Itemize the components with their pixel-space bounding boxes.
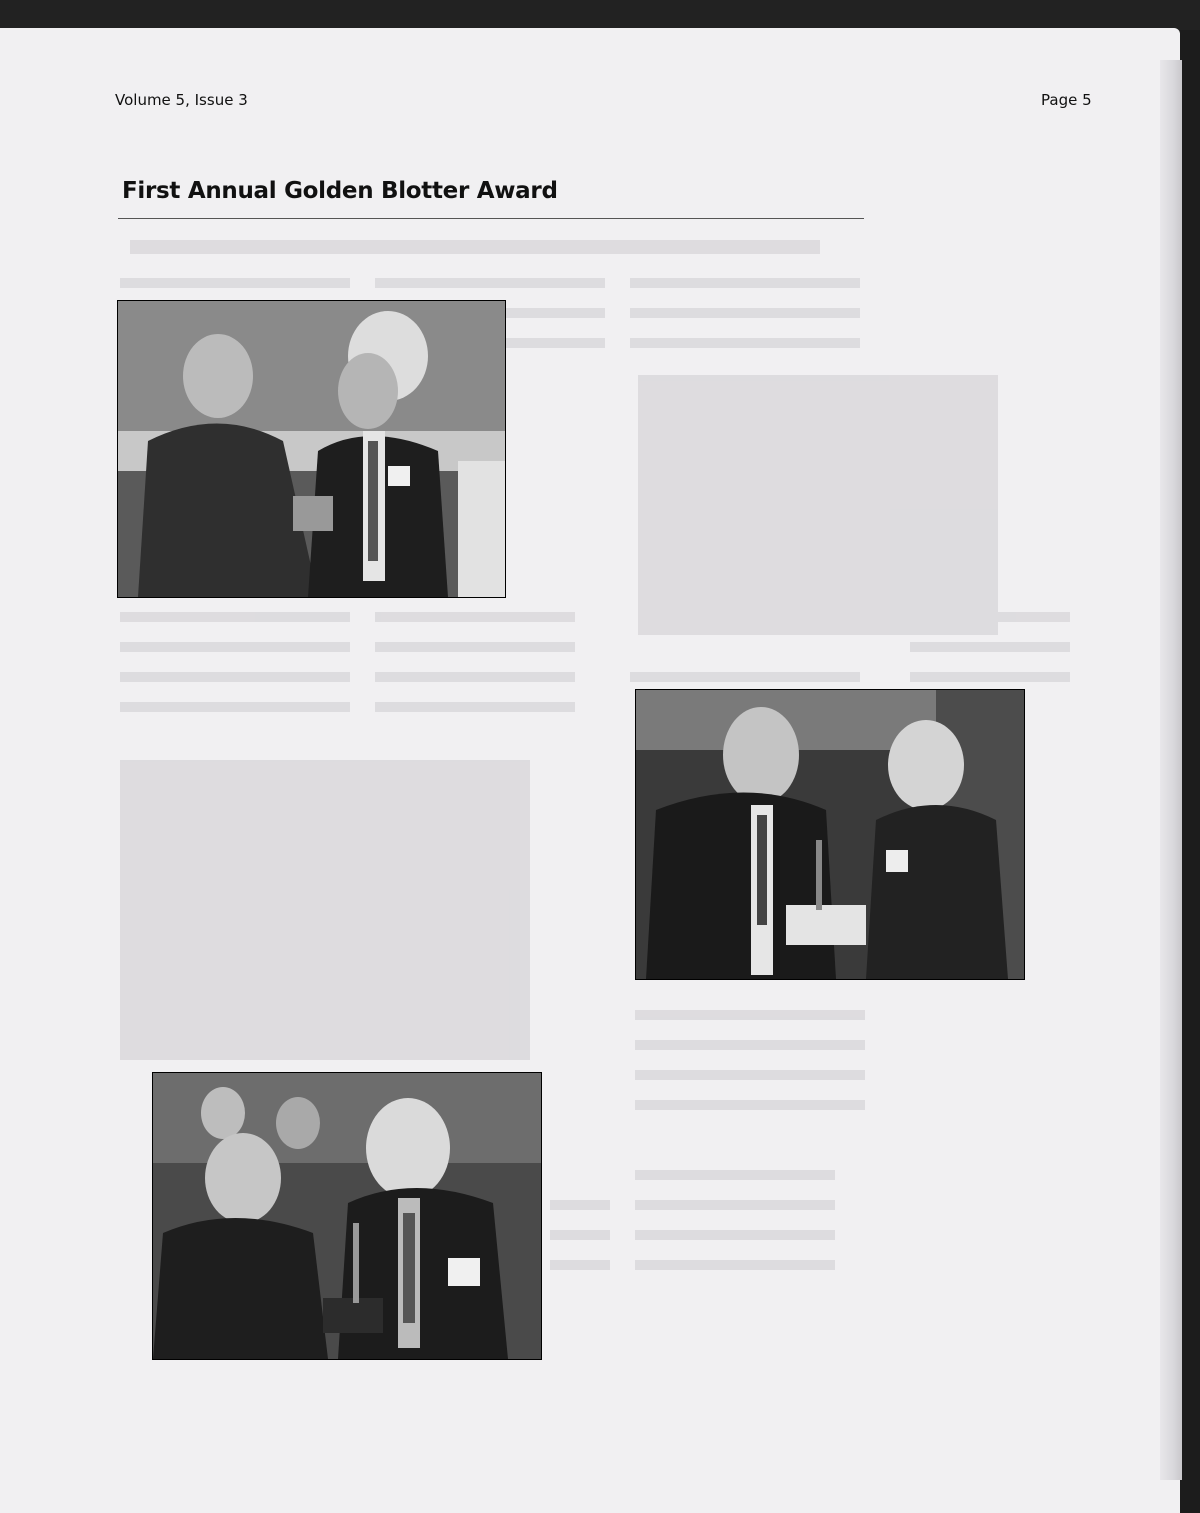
page-number: Page 5: [1041, 91, 1092, 109]
article-title: First Annual Golden Blotter Award: [122, 178, 558, 204]
page-edge-shadow: [1160, 60, 1182, 1480]
scanner-background: [0, 0, 1200, 30]
photo-award-presentation-1: [117, 300, 506, 598]
photo-award-presentation-3: [152, 1072, 542, 1360]
photo-award-presentation-2: [635, 689, 1025, 980]
volume-issue-label: Volume 5, Issue 3: [115, 91, 248, 109]
title-divider: [118, 218, 864, 219]
